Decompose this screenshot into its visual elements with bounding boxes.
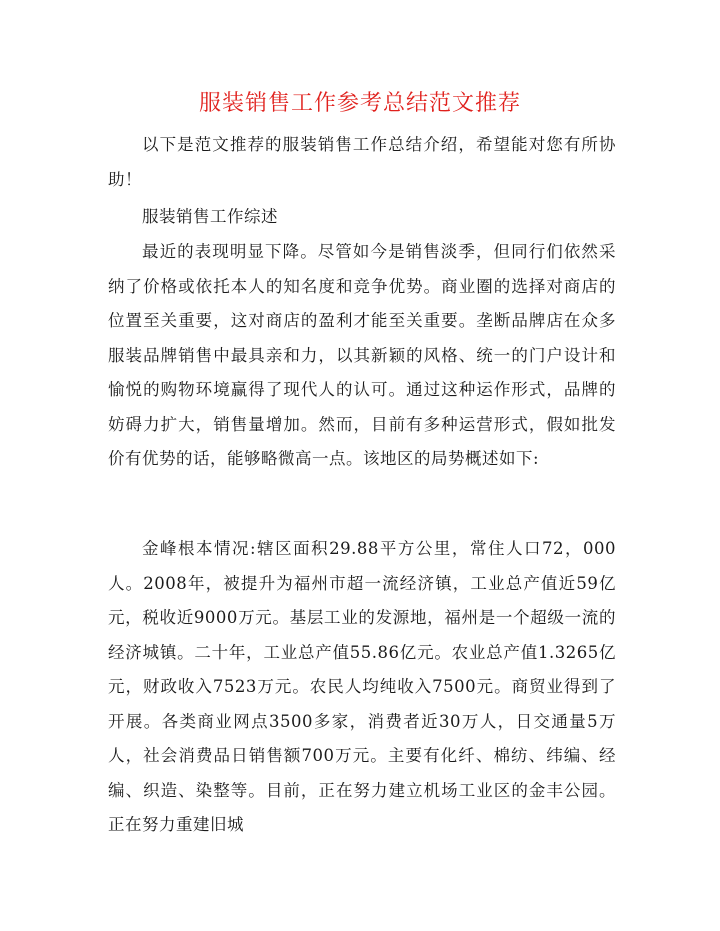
document-title: 服装销售工作参考总结范文推荐	[198, 91, 521, 116]
intro-paragraph: 以下是范文推荐的服装销售工作总结介绍，希望能对您有所协助！	[108, 135, 616, 189]
body-paragraph-2: 金峰根本情况:辖区面积29.88平方公里，常住人口72，000人。2008年，被提升为福州市超一流经济镇，工业总产值近59亿元，税收近9000万元。基层工业的发源地，福州是一个超级一流的经济城镇。二十年，工业总产值55.86亿元。农业总产值1.3265亿元，财政收入7523万元。农民人均纯收入7500元。商贸业得到了开展。各类商业网点3500多家，消费者近30万人，日交通量5万人，社会消费品日销售额700万元。主要有化纤、棉纺、纬编、经编、织造、染整等。目前，正在努力建立机场工业区的金丰公园。正在努力重建旧城	[108, 539, 616, 834]
body-paragraph-1: 最近的表现明显下降。尽管如今是销售淡季，但同行们依然采纳了价格或依托本人的知名度和竞争优势。商业圈的选择对商店的位置至关重要，这对商店的盈利才能至关重要。垄断品牌店在众多服装品牌销售中最具亲和力，以其新颖的风格、统一的门户设计和愉悦的购物环境赢得了现代人的认可。通过这种运作形式，品牌的妨碍力扩大，销售量增加。然而，目前有多种运营形式，假如批发价有优势的话，能够略微高一点。该地区的局势概述如下:	[108, 242, 616, 468]
section-heading: 服装销售工作综述	[142, 207, 278, 226]
